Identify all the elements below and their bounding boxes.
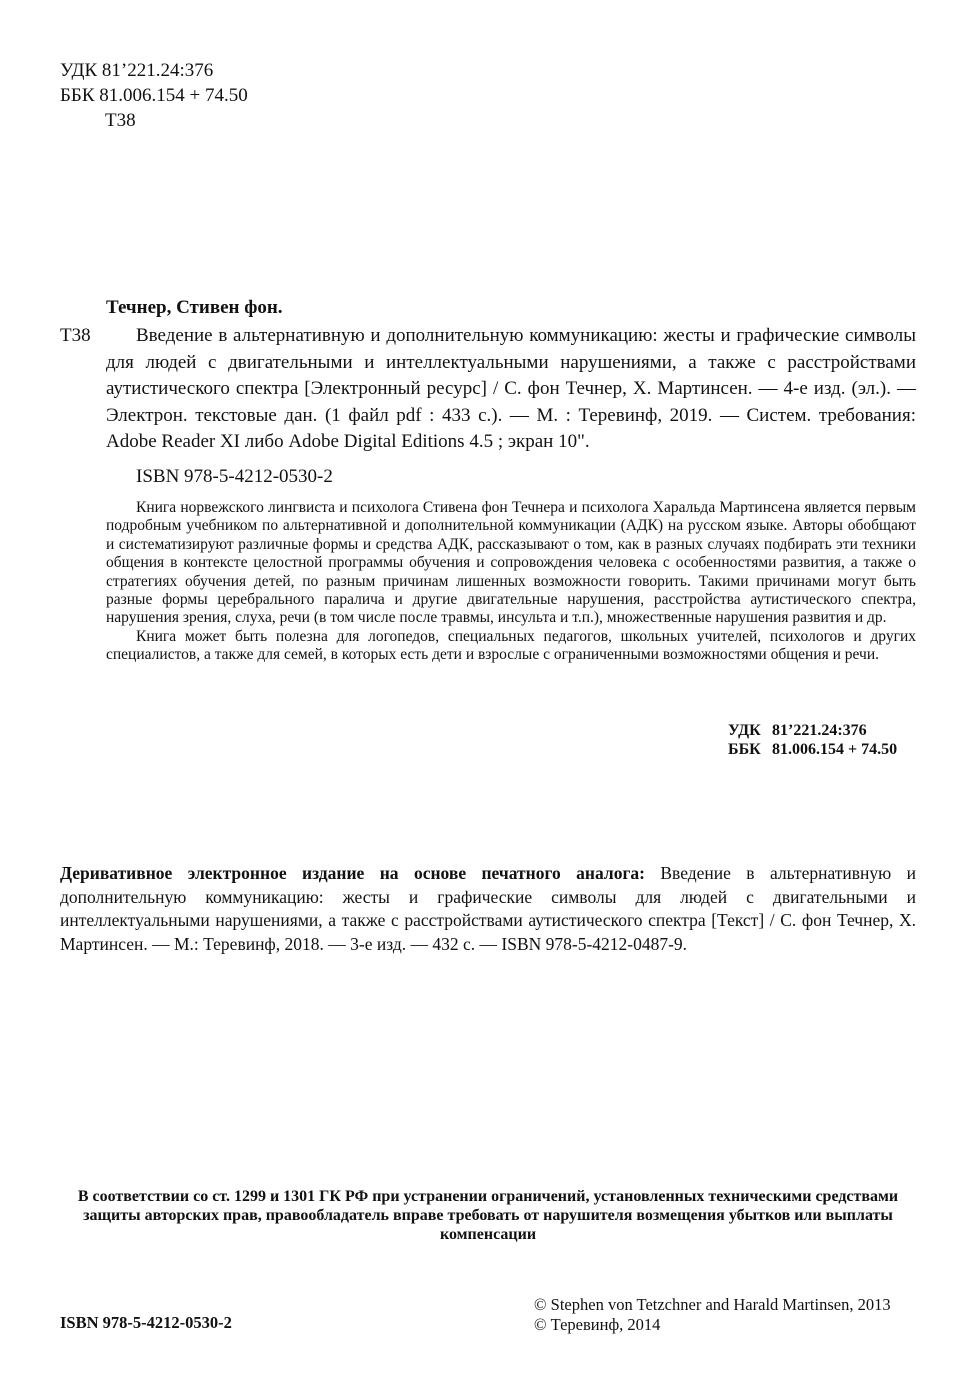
copyright-block	[534, 1295, 891, 1335]
catalog-author-mark: Т38	[60, 325, 91, 346]
bbk-label: ББК	[728, 741, 761, 758]
udk-label: УДК	[728, 722, 761, 739]
derivative-text: Введение в альтернативную и дополнительную коммуникацию: жесты и графические символы для людей с двигательными и интеллектуальными нарушениями, а также с расстройствами аутистического спектра [Текст] / С. фон Течнер, Х. Мартинсен. — М.: Теревинф, 2018. — 3-е изд. — 432 с. — ISBN 978-5-4212-0487-9.	[60, 863, 916, 954]
classification-udk	[728, 721, 897, 740]
header-udk: УДК 81’221.24:376	[60, 60, 214, 81]
annotation-block	[106, 499, 916, 665]
derivative-lead: Деривативное электронное издание на основе печатного аналога:	[60, 863, 645, 883]
classification-bbk	[728, 740, 897, 759]
legal-notice: В соответствии со ст. 1299 и 1301 ГК РФ при устранении ограничений, установленных техническими средствами защиты авторских прав, правообладатель вправе требовать от нарушителя возмещения убытков или выплаты компенсации	[77, 1188, 899, 1243]
annotation-paragraph-2: Книга может быть полезна для логопедов, специальных педагогов, школьных учителей, психологов и других специалистов, а также для семей, в которых есть дети и взрослые с ограниченными возможностями общения и речи.	[106, 627, 916, 664]
annotation-paragraph-1: Книга норвежского лингвиста и психолога Стивена фон Течнера и психолога Харальда Мартинсена является первым подробным учебником по альтернативной и дополнительной коммуникации (АДК) на русском языке. Авторы обобщают и систематизируют различные формы и средства АДК, рассказывают о том, как в разных случаях подбирать эти техники общения в контексте целостной программы обучения и сопровождения человека с особенностями развития, а также о стратегиях обучения детей, по разным причинам лишенных возможности говорить. Такими причинами могут быть разные формы церебрального паралича и другие двигательные нарушения, расстройства аутистического спектра, нарушения зрения, слуха, речи (в том числе после травмы, инсульта и т.п.), множественные нарушения развития и др.	[106, 499, 916, 627]
classification-codes	[728, 721, 897, 759]
catalog-author: Течнер, Стивен фон.	[106, 297, 283, 318]
bibliographic-entry: Введение в альтернативную и дополнительную коммуникацию: жесты и графические символы для людей с двигательными и интеллектуальными нарушениями, а также с расстройствами аутистического спектра [Электронный ресурс] / С. фон Течнер, Х. Мартинсен. — 4-е изд. (эл.). — Электрон. текстовые дан. (1 файл pdf : 433 с.). — М. : Теревинф, 2019. — Систем. требования: Adobe Reader XI либо Adobe Digital Editions 4.5 ; экран 10".	[106, 325, 916, 452]
copyright-authors: © Stephen von Tetzchner and Harald Martinsen, 2013	[534, 1295, 891, 1314]
bibliographic-entry-block	[106, 323, 916, 456]
derivative-edition-note	[60, 862, 916, 956]
copyright-publisher: © Теревинф, 2014	[534, 1315, 661, 1334]
udk-value: 81’221.24:376	[772, 722, 867, 739]
header-classification-codes	[60, 58, 248, 133]
header-bbk: ББК 81.006.154 + 74.50	[60, 85, 248, 106]
footer-isbn: ISBN 978-5-4212-0530-2	[60, 1313, 232, 1332]
bbk-value: 81.006.154 + 74.50	[772, 741, 898, 758]
header-author-mark: Т38	[105, 110, 136, 131]
catalog-isbn: ISBN 978-5-4212-0530-2	[136, 466, 333, 487]
